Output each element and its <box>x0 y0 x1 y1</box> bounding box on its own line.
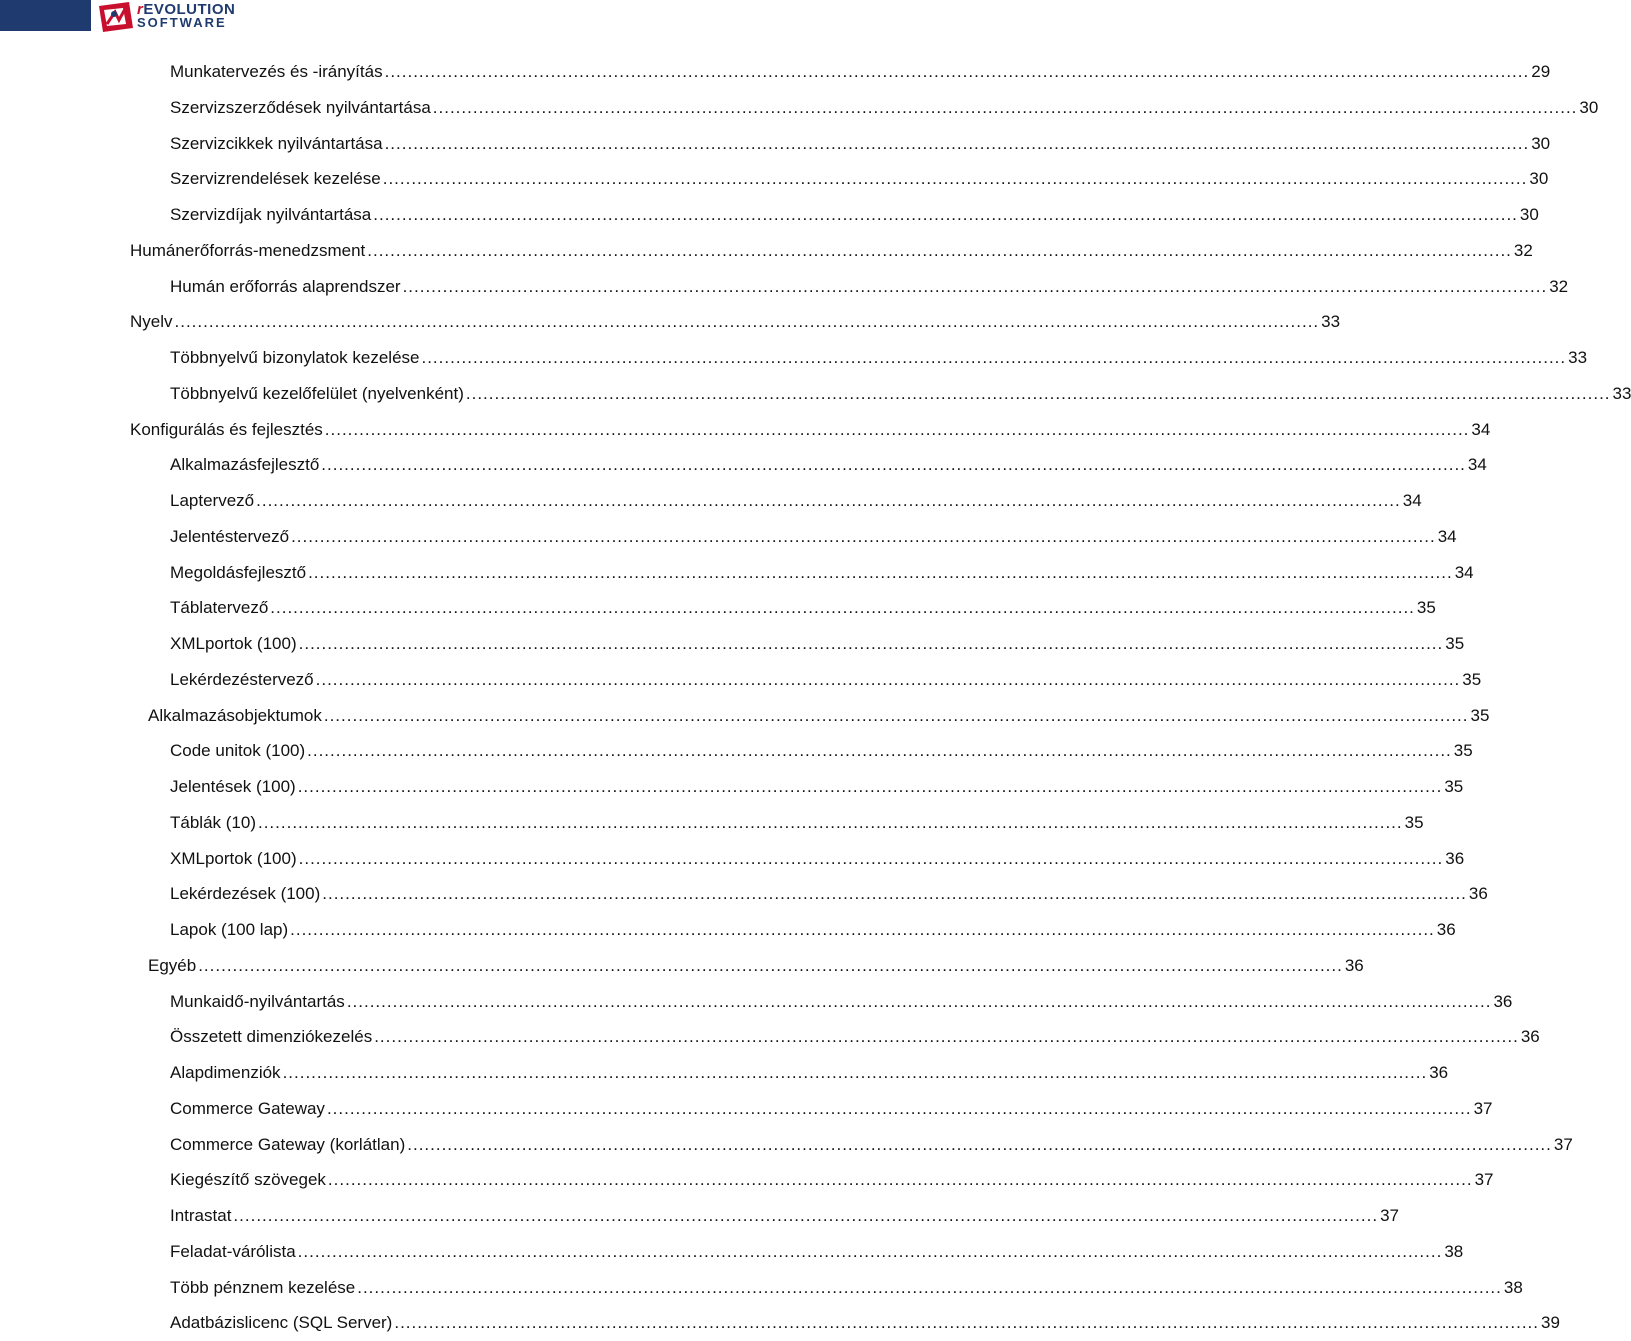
revolution-software-logo <box>95 0 255 34</box>
toc-entry[interactable] <box>148 698 1490 734</box>
toc-entry[interactable] <box>170 912 1456 948</box>
toc-entry-title: Jelentéstervező <box>170 526 290 546</box>
header-bar <box>0 0 91 31</box>
toc-entry-title: Commerce Gateway (korlátlan) <box>170 1134 406 1154</box>
toc-entry-page: 34 <box>1471 419 1491 439</box>
toc-entry[interactable] <box>170 519 1457 555</box>
toc-entry-title: Munkaidő-nyilvántartás <box>170 991 345 1011</box>
toc-entry[interactable] <box>170 805 1424 841</box>
toc-entry-page: 36 <box>1436 920 1456 939</box>
toc-entry-title: Szervizszerződések nyilvántartása <box>170 97 431 117</box>
toc-dot-leader: ........................................................................................................................................................................................................ <box>402 276 1548 296</box>
toc-entry-page: 37 <box>1380 1206 1399 1225</box>
toc-entry[interactable] <box>170 54 1551 90</box>
toc-dot-leader: ........................................................................................................................................................................................................ <box>357 1277 1502 1297</box>
toc-entry[interactable] <box>170 841 1465 877</box>
toc-entry-page: 30 <box>1519 205 1539 224</box>
toc-entry-title: Szervizrendelések kezelése <box>170 169 381 189</box>
toc-entry-page: 35 <box>1445 634 1465 653</box>
toc-dot-leader: ........................................................................................................................................................................................................ <box>270 598 1415 618</box>
toc-entry-page: 37 <box>1553 1134 1573 1154</box>
toc-dot-leader: ........................................................................................................................................................................................................ <box>298 848 1444 868</box>
toc-dot-leader: ........................................................................................................................................................................................................ <box>315 669 1461 689</box>
toc-entry-title: Alkalmazásfejlesztő <box>170 455 320 475</box>
toc-dot-leader: ........................................................................................................................................................................................................ <box>198 955 1343 975</box>
toc-entry-title: Megoldásfejlesztő <box>170 562 307 582</box>
toc-dot-leader: ........................................................................................................................................................................................................ <box>307 741 1452 761</box>
toc-dot-leader: ........................................................................................................................................................................................................ <box>384 133 1530 153</box>
toc-entry-page: 39 <box>1541 1313 1560 1333</box>
toc-entry-title: Egyéb <box>148 955 197 975</box>
toc-dot-leader: ........................................................................................................................................................................................................ <box>298 634 1444 653</box>
toc-dot-leader: ........................................................................................................................................................................................................ <box>324 419 1470 439</box>
toc-entry-page: 37 <box>1473 1098 1493 1118</box>
toc-entry-title: Adatbázislicenc (SQL Server) <box>170 1313 393 1333</box>
toc-entry[interactable] <box>170 90 1599 126</box>
toc-dot-leader: ........................................................................................................................................................................................................ <box>322 884 1467 904</box>
toc-entry-title: Humánerőforrás-menedzsment <box>130 240 366 260</box>
toc-dot-leader: ........................................................................................................................................................................................................ <box>374 1027 1519 1047</box>
toc-entry-page: 30 <box>1579 97 1599 117</box>
toc-entry[interactable] <box>170 1198 1399 1234</box>
toc-entry-page: 33 <box>1612 383 1631 403</box>
toc-entry[interactable] <box>170 269 1569 305</box>
toc-entry-page: 36 <box>1520 1027 1540 1047</box>
toc-entry-title: Commerce Gateway <box>170 1098 325 1118</box>
toc-dot-leader: ........................................................................................................................................................................................................ <box>321 455 1466 475</box>
toc-entry-page: 35 <box>1462 669 1482 689</box>
toc-entry[interactable] <box>170 197 1539 233</box>
toc-dot-leader: ........................................................................................................................................................................................................ <box>367 240 1512 260</box>
toc-entry-page: 36 <box>1468 884 1488 904</box>
toc-entry-page: 30 <box>1529 169 1549 189</box>
toc-dot-leader: ........................................................................................................................................................................................................ <box>346 991 1492 1011</box>
toc-dot-leader: ........................................................................................................................................................................................................ <box>373 205 1518 224</box>
toc-entry[interactable] <box>170 483 1422 519</box>
toc-entry-title: Többnyelvű bizonylatok kezelése <box>170 348 420 367</box>
toc-entry-page: 36 <box>1493 991 1513 1011</box>
toc-entry-title: Szervizdíjak nyilvántartása <box>170 205 372 224</box>
toc-entry[interactable] <box>170 447 1487 483</box>
toc-entry-page: 33 <box>1321 312 1341 332</box>
toc-entry[interactable] <box>170 126 1551 162</box>
toc-dot-leader: ........................................................................................................................................................................................................ <box>407 1134 1552 1154</box>
logo-brand-line1: rEVOLUTION <box>137 1 236 18</box>
toc-dot-leader: ........................................................................................................................................................................................................ <box>174 312 1320 332</box>
toc-dot-leader: ........................................................................................................................................................................................................ <box>233 1206 1379 1225</box>
toc-entry[interactable] <box>170 1162 1494 1198</box>
toc-dot-leader: ........................................................................................................................................................................................................ <box>421 348 1567 367</box>
toc-entry-title: Munkatervezés és -irányítás <box>170 62 383 81</box>
toc-entry-title: XMLportok (100) <box>170 848 297 868</box>
toc-entry[interactable] <box>130 304 1341 340</box>
toc-entry-title: Lekérdezéstervező <box>170 669 314 689</box>
toc-entry-title: Lapok (100 lap) <box>170 920 289 939</box>
toc-entry-title: Táblák (10) <box>170 812 256 832</box>
logo-text <box>137 3 235 29</box>
toc-dot-leader: ........................................................................................................................................................................................................ <box>384 62 1530 81</box>
toc-entry-page: 36 <box>1344 955 1364 975</box>
toc-entry[interactable] <box>170 984 1513 1020</box>
toc-dot-leader: ........................................................................................................................................................................................................ <box>465 383 1611 403</box>
toc-entry[interactable] <box>170 161 1549 197</box>
toc-entry-page: 35 <box>1470 705 1490 725</box>
toc-entry[interactable] <box>170 626 1465 662</box>
toc-entry-title: Laptervező <box>170 491 255 510</box>
toc-entry[interactable] <box>170 1127 1573 1163</box>
toc-entry-page: 36 <box>1429 1063 1449 1082</box>
toc-entry[interactable] <box>130 412 1491 448</box>
toc-entry-title: Több pénznem kezelése <box>170 1277 356 1297</box>
toc-entry[interactable] <box>170 1091 1493 1127</box>
toc-entry-title: Többnyelvű kezelőfelület (nyelvenként) <box>170 383 464 403</box>
toc-dot-leader: ........................................................................................................................................................................................................ <box>282 1063 1428 1082</box>
toc-entry-page: 34 <box>1437 526 1457 546</box>
toc-entry-page: 38 <box>1444 1241 1464 1261</box>
toc-entry[interactable] <box>170 590 1436 626</box>
toc-entry-title: Kiegészítő szövegek <box>170 1170 326 1190</box>
toc-entry-page: 34 <box>1454 562 1474 582</box>
toc-entry[interactable] <box>170 1019 1540 1055</box>
toc-entry-page: 36 <box>1445 848 1465 868</box>
toc-entry-title: Lekérdezések (100) <box>170 884 321 904</box>
toc-entry-title: Összetett dimenziókezelés <box>170 1027 373 1047</box>
toc-dot-leader: ........................................................................................................................................................................................................ <box>256 491 1401 510</box>
toc-entry-title: Alkalmazásobjektumok <box>148 705 322 725</box>
toc-dot-leader: ........................................................................................................................................................................................................ <box>308 562 1453 582</box>
toc-entry[interactable] <box>170 340 1588 376</box>
toc-entry-page: 29 <box>1531 62 1551 81</box>
toc-entry[interactable] <box>170 769 1464 805</box>
toc-entry-page: 35 <box>1453 741 1473 761</box>
toc-entry-title: Táblatervező <box>170 598 269 618</box>
toc-entry-title: XMLportok (100) <box>170 634 297 653</box>
toc-entry-page: 35 <box>1416 598 1436 618</box>
toc-entry-page: 32 <box>1549 276 1569 296</box>
toc-entry[interactable] <box>148 948 1364 984</box>
toc-dot-leader: ........................................................................................................................................................................................................ <box>394 1313 1539 1333</box>
toc-entry-title: Szervizcikkek nyilvántartása <box>170 133 383 153</box>
toc-entry[interactable] <box>170 1270 1523 1306</box>
toc-entry-title: Intrastat <box>170 1206 232 1225</box>
toc-entry-title: Code unitok (100) <box>170 741 306 761</box>
toc-entry[interactable] <box>170 1055 1449 1091</box>
toc-entry-page: 37 <box>1474 1170 1494 1190</box>
toc-entry-title: Alapdimenziók <box>170 1063 281 1082</box>
toc-dot-leader: ........................................................................................................................................................................................................ <box>297 1241 1443 1261</box>
toc-entry[interactable] <box>170 555 1474 591</box>
toc-dot-leader: ........................................................................................................................................................................................................ <box>290 920 1435 939</box>
toc-entry-page: 32 <box>1513 240 1533 260</box>
toc-dot-leader: ........................................................................................................................................................................................................ <box>323 705 1469 725</box>
toc-entry-page: 34 <box>1402 491 1422 510</box>
toc-dot-leader: ........................................................................................................................................................................................................ <box>291 526 1436 546</box>
toc-entry-page: 34 <box>1467 455 1487 475</box>
toc-entry-title: Humán erőforrás alaprendszer <box>170 276 401 296</box>
logo-brand-line2: SOFTWARE <box>137 15 227 30</box>
toc-dot-leader: ........................................................................................................................................................................................................ <box>382 169 1528 189</box>
toc-entry[interactable] <box>170 733 1473 769</box>
toc-entry-title: Jelentések (100) <box>170 777 296 796</box>
toc-entry-page: 38 <box>1503 1277 1523 1297</box>
logo-mark-icon <box>95 0 137 34</box>
toc-entry-page: 33 <box>1568 348 1588 367</box>
toc-entry-title: Feladat-várólista <box>170 1241 296 1261</box>
page-header <box>0 0 960 34</box>
toc-dot-leader: ........................................................................................................................................................................................................ <box>326 1098 1472 1118</box>
toc-dot-leader: ........................................................................................................................................................................................................ <box>297 777 1443 796</box>
toc-dot-leader: ........................................................................................................................................................................................................ <box>257 812 1403 832</box>
toc-entry[interactable] <box>130 233 1533 269</box>
toc-entry-page: 35 <box>1444 777 1464 796</box>
toc-entry[interactable] <box>170 876 1488 912</box>
toc-entry-page: 30 <box>1531 133 1551 153</box>
toc-dot-leader: ........................................................................................................................................................................................................ <box>327 1170 1473 1190</box>
toc-dot-leader: ........................................................................................................................................................................................................ <box>432 97 1578 117</box>
toc-entry-page: 35 <box>1404 812 1424 832</box>
toc-entry-title: Konfigurálás és fejlesztés <box>130 419 323 439</box>
toc-entry[interactable] <box>170 1234 1464 1270</box>
toc-entry[interactable] <box>170 662 1482 698</box>
toc-entry[interactable] <box>170 1305 1560 1341</box>
toc-entry[interactable] <box>170 376 1631 412</box>
toc-entry-title: Nyelv <box>130 312 173 332</box>
